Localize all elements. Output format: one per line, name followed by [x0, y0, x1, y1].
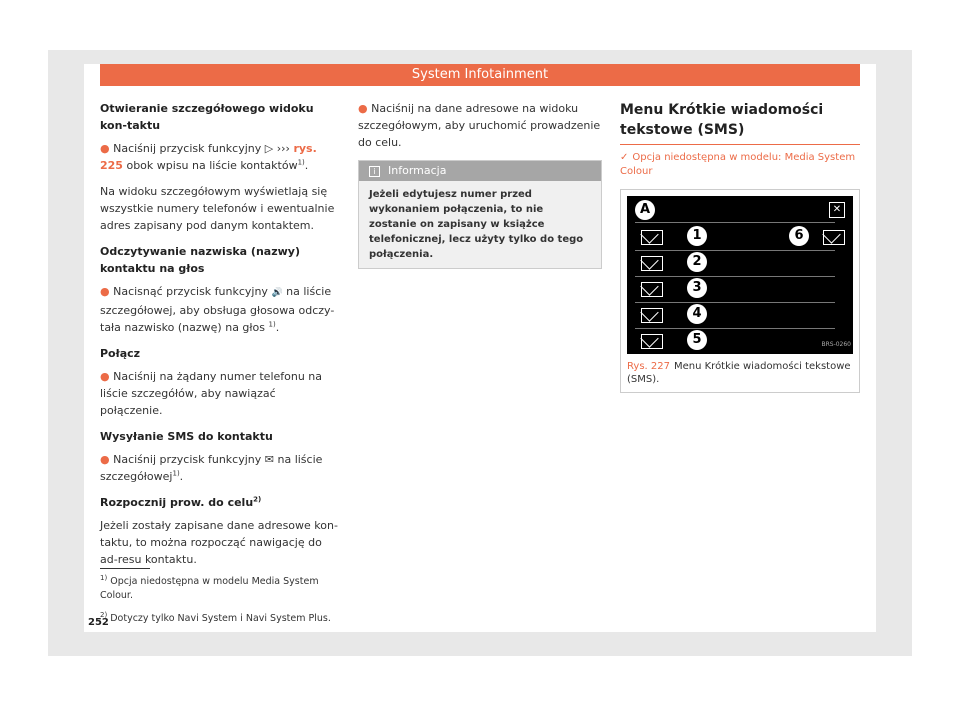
- figure-caption: Rys. 227 Menu Krótkie wiadomości tekstowe (SMS).: [627, 361, 851, 385]
- availability-note: ✓ Opcja niedostępna w modelu: Media System Colour: [620, 152, 856, 177]
- outbox-envelope-icon: [641, 282, 663, 297]
- row-divider: [635, 276, 835, 277]
- row-divider: [635, 302, 835, 303]
- callout-1: 1: [687, 226, 707, 246]
- close-icon: ✕: [829, 202, 845, 218]
- footnote-2: $^{2)}$ Dotyczy tylko Navi System i Navi System Plus.: [100, 610, 331, 624]
- column-right: [620, 100, 860, 393]
- footnote-ref: 2): [253, 495, 262, 504]
- column-middle: [358, 100, 602, 269]
- footnote-1: $^{1)}$ Opcja niedostępna w modelu Media System Colour.: [100, 573, 319, 601]
- info-title: Informacja: [388, 164, 447, 177]
- ref-arrows: ›››: [276, 142, 290, 155]
- play-icon: ▷: [264, 142, 274, 155]
- heading-start-navigation: Rozpocznij prow. do celu$^{2)}$: [100, 495, 262, 509]
- step-call: ● Naciśnij na żądany numer telefonu na liście szczegółów, aby nawiązać połączenie.: [100, 370, 323, 417]
- heading-open-details: Otwieranie szczegółowego widoku kon-taktu: [100, 102, 314, 132]
- callout-5: 5: [687, 330, 707, 350]
- templates-envelope-icon: [641, 334, 663, 349]
- speaker-icon: 🔊: [271, 288, 283, 298]
- bullet-icon: ●: [358, 102, 368, 115]
- callout-3: 3: [687, 278, 707, 298]
- bullet-icon: ●: [100, 285, 110, 298]
- footnote-ref: 1): [297, 158, 305, 167]
- column-left: [100, 100, 340, 577]
- page-header: System Infotainment: [100, 64, 860, 86]
- check-icon: ✓: [620, 152, 629, 163]
- info-box: [358, 160, 602, 269]
- step-open-details: ● Naciśnij przycisk funkcyjny ▷ ››› rys. 225 obok wpisu na liście kontaktów$^{1)}$.: [100, 142, 317, 172]
- step-read-aloud: ● Nacisnąć przycisk funkcyjny 🔊 na liście szczegółowej, aby obsługa głosowa odczy-tała nazwisko (nazwę) na głos $^{1)}$.: [100, 285, 335, 334]
- sent-envelope-icon: [641, 308, 663, 323]
- bullet-icon: ●: [100, 453, 110, 466]
- details-description: Na widoku szczegółowym wyświetlają się wszystkie numery telefonów i ewentualnie adres zapisany pod danym kontaktem.: [100, 185, 335, 232]
- step-send-sms: ● Naciśnij przycisk funkcyjny ✉ na liście szczegółowej$^{1)}$.: [100, 453, 323, 483]
- callout-4: 4: [687, 304, 707, 324]
- figure-code: BRS-0260: [821, 341, 851, 348]
- footnote-ref: 1): [172, 469, 180, 478]
- navigation-description: Jeżeli zostały zapisane dane adresowe kon-taktu, to można rozpocząć nawigację do ad-resu kontaktu.: [100, 519, 338, 566]
- caption-ref: Rys. 227: [627, 361, 670, 372]
- bullet-icon: ●: [100, 370, 110, 383]
- heading-call: Połącz: [100, 347, 141, 360]
- callout-a: A: [635, 200, 655, 220]
- bullet-icon: ●: [100, 142, 110, 155]
- footnote-rule: [100, 568, 150, 569]
- section-title: Menu Krótkie wiadomości tekstowe (SMS): [620, 100, 860, 145]
- page-number: 252: [88, 617, 109, 628]
- callout-2: 2: [687, 252, 707, 272]
- compose-envelope-icon: [641, 230, 663, 245]
- step-start-guidance: ● Naciśnij na dane adresowe na widoku szczegółowym, aby uruchomić prowadzenie do celu.: [358, 102, 601, 149]
- footnote-ref: 1): [268, 320, 276, 329]
- figure-link[interactable]: rys. 225: [100, 142, 317, 172]
- footnotes: [100, 568, 340, 635]
- info-header: [359, 161, 601, 181]
- row-divider: [635, 250, 835, 251]
- callout-6: 6: [789, 226, 809, 246]
- heading-read-aloud: Odczytywanie nazwiska (nazwy) kontaktu na głos: [100, 245, 300, 275]
- sms-menu-screen: [627, 196, 853, 354]
- row-divider: [635, 222, 835, 223]
- info-body: Jeżeli edytujesz numer przed wykonaniem połączenia, to nie zostanie on zapisany w książce telefonicznej, lecz użyty tylko do tego połączenia.: [359, 181, 601, 268]
- info-icon: i: [369, 166, 380, 177]
- inbox-envelope-icon: [641, 256, 663, 271]
- figure-sms-menu: [620, 189, 860, 393]
- envelope-icon: ✉: [264, 453, 274, 466]
- row-divider: [635, 328, 835, 329]
- heading-send-sms: Wysyłanie SMS do kontaktu: [100, 430, 273, 443]
- drafts-envelope-icon: [823, 230, 845, 245]
